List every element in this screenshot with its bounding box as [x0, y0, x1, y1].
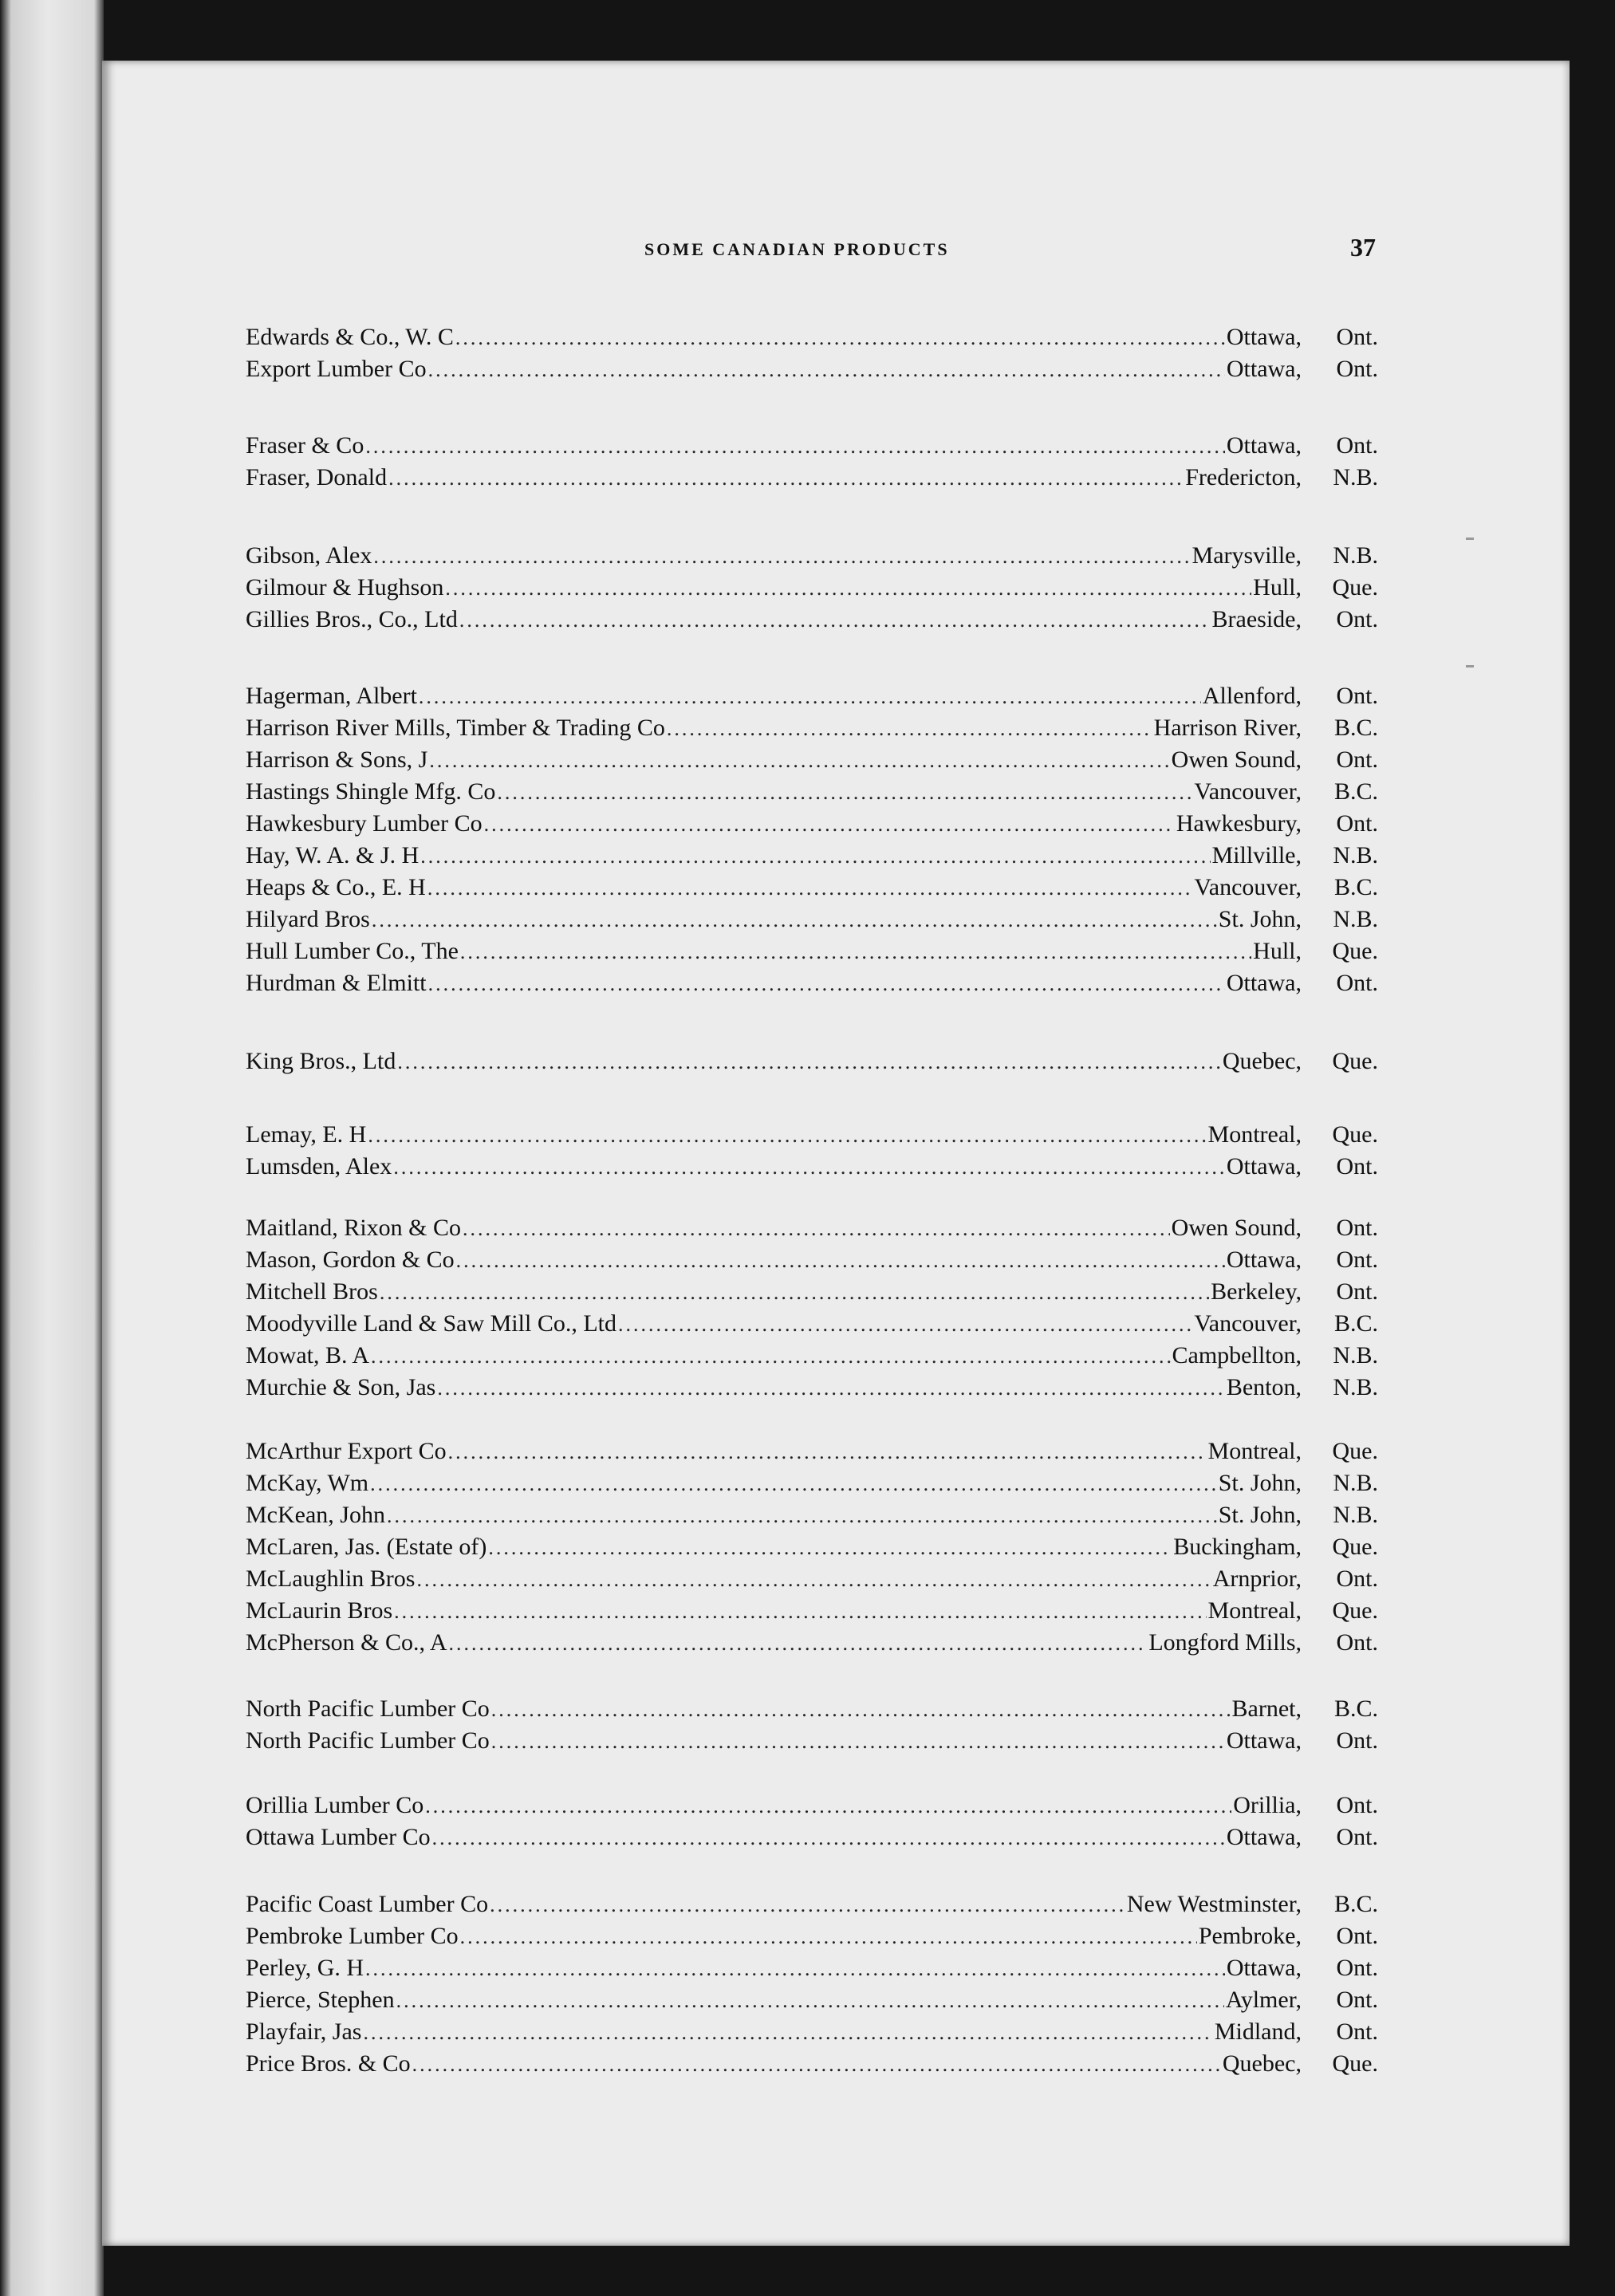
entry-place: Vancouver,: [1194, 778, 1302, 805]
entry-province: Ont.: [1336, 1153, 1378, 1180]
entry-place: Allenford,: [1202, 683, 1302, 709]
entry-name: McLaughlin Bros: [246, 1565, 416, 1592]
entry-name: McLaren, Jas. (Estate of): [246, 1534, 487, 1560]
entry-province: Ont.: [1336, 1923, 1378, 1949]
entry-province: Ont.: [1336, 2018, 1378, 2045]
entry-name: Fraser & Co: [246, 432, 364, 459]
leader-dots: [380, 1281, 1209, 1305]
leader-dots: [491, 1698, 1231, 1722]
directory-entry: [246, 1629, 1378, 1661]
entry-name: Perley, G. H: [246, 1955, 364, 1981]
entry-name: McArthur Export Co: [246, 1438, 447, 1464]
directory-entry: [246, 1727, 1378, 1759]
entry-name: Gilmour & Hughson: [246, 574, 444, 601]
directory-entry: [246, 1374, 1378, 1406]
leader-dots: [371, 1345, 1171, 1369]
entry-province: Ont.: [1336, 606, 1378, 632]
leader-dots: [448, 1440, 1207, 1464]
entry-province: B.C.: [1333, 1695, 1378, 1722]
directory-entry: [246, 2018, 1378, 2050]
entry-place: Montreal,: [1207, 1121, 1302, 1148]
directory-entry: [246, 1215, 1378, 1246]
directory-entry: [246, 1121, 1378, 1153]
entry-province: Ont.: [1336, 746, 1378, 773]
entry-province: B.C.: [1333, 778, 1378, 805]
leader-dots: [363, 2021, 1212, 2045]
leader-dots: [445, 577, 1251, 601]
entry-province: N.B.: [1333, 1502, 1378, 1528]
entry-name: McKay, Wm: [246, 1470, 369, 1496]
entry-place: St. John,: [1218, 1502, 1302, 1528]
entry-name: Pierce, Stephen: [246, 1987, 395, 2013]
entry-province: Que.: [1332, 938, 1378, 964]
leader-dots: [437, 1376, 1225, 1400]
entry-province: Ont.: [1336, 1792, 1378, 1818]
entry-place: Braeside,: [1211, 606, 1302, 632]
leader-dots: [429, 749, 1169, 773]
entry-province: B.C.: [1333, 1310, 1378, 1337]
entry-name: McPherson & Co., A: [246, 1629, 447, 1656]
page-number: 37: [1350, 233, 1376, 262]
leader-dots: [428, 972, 1225, 996]
entry-province: N.B.: [1333, 1374, 1378, 1400]
entry-place: Buckingham,: [1173, 1534, 1302, 1560]
entry-name: King Bros., Ltd: [246, 1048, 396, 1074]
entry-place: Quebec,: [1222, 1048, 1302, 1074]
entry-place: Harrison River,: [1153, 715, 1302, 741]
directory-entry: [246, 1278, 1378, 1310]
entry-name: Hay, W. A. & J. H: [246, 842, 420, 868]
entry-province: Ont.: [1336, 1727, 1378, 1754]
directory-entry: [246, 1597, 1378, 1629]
entry-name: Harrison River Mills, Timber & Trading Co: [246, 715, 665, 741]
leader-dots: [373, 545, 1190, 569]
leader-dots: [449, 1632, 1148, 1656]
entry-name: Edwards & Co., W. C: [246, 324, 454, 350]
entry-name: Hawkesbury Lumber Co: [246, 810, 483, 837]
leader-dots: [396, 1989, 1224, 2013]
leader-dots: [365, 1957, 1225, 1981]
entry-name: Fraser, Donald: [246, 464, 388, 490]
directory-entry: [246, 683, 1378, 715]
entry-place: Campbellton,: [1172, 1342, 1302, 1369]
leader-dots: [372, 908, 1217, 932]
entry-place: Montreal,: [1207, 1438, 1302, 1464]
entry-province: Ont.: [1336, 810, 1378, 837]
directory-entry: [246, 1502, 1378, 1534]
entry-place: Berkeley,: [1211, 1278, 1302, 1305]
entry-province: Que.: [1332, 1534, 1378, 1560]
entry-name: North Pacific Lumber Co: [246, 1727, 490, 1754]
directory-entry: [246, 1824, 1378, 1856]
leader-dots: [463, 1217, 1170, 1241]
entry-name: Lemay, E. H: [246, 1121, 367, 1148]
leader-dots: [387, 1504, 1217, 1528]
directory-entry: [246, 1923, 1378, 1955]
facing-page-edge: [0, 0, 104, 2296]
directory-entry: [246, 1792, 1378, 1824]
leader-dots: [388, 467, 1184, 490]
leader-dots: [370, 1472, 1217, 1496]
entry-name: Ottawa Lumber Co: [246, 1824, 431, 1850]
entry-place: Ottawa,: [1226, 1246, 1302, 1273]
leader-dots: [488, 1536, 1172, 1560]
entry-place: Benton,: [1226, 1374, 1302, 1400]
leader-dots: [368, 1124, 1206, 1148]
entry-province: Que.: [1332, 1048, 1378, 1074]
directory-entry: [246, 746, 1378, 778]
entry-place: Ottawa,: [1226, 356, 1302, 382]
scan-speck: [1466, 538, 1474, 540]
leader-dots: [394, 1600, 1206, 1624]
entry-name: Playfair, Jas: [246, 2018, 362, 2045]
directory-entry: [246, 810, 1378, 842]
entry-province: B.C.: [1333, 715, 1378, 741]
directory-entry: [246, 542, 1378, 574]
entry-place: Quebec,: [1222, 2050, 1302, 2077]
entry-name: Gibson, Alex: [246, 542, 372, 569]
directory-entry: [246, 1048, 1378, 1080]
entry-name: McKean, John: [246, 1502, 385, 1528]
directory-entry: [246, 1153, 1378, 1185]
leader-dots: [428, 358, 1225, 382]
entry-name: Hilyard Bros: [246, 906, 370, 932]
entry-province: Ont.: [1336, 324, 1378, 350]
entry-name: Harrison & Sons, J: [246, 746, 428, 773]
entry-province: Que.: [1332, 1121, 1378, 1148]
scan-speck: [1466, 665, 1474, 668]
entry-name: Heaps & Co., E. H: [246, 874, 426, 900]
entry-place: New Westminster,: [1126, 1891, 1302, 1917]
directory-entry: [246, 356, 1378, 388]
entry-place: Ottawa,: [1226, 1727, 1302, 1754]
entry-place: Vancouver,: [1194, 1310, 1302, 1337]
entry-name: Murchie & Son, Jas: [246, 1374, 436, 1400]
entry-name: North Pacific Lumber Co: [246, 1695, 490, 1722]
directory-entry: [246, 2050, 1378, 2082]
directory-entry: [246, 842, 1378, 874]
entry-place: Marysville,: [1192, 542, 1302, 569]
entry-province: Ont.: [1336, 683, 1378, 709]
leader-dots: [484, 813, 1175, 837]
leader-dots: [365, 435, 1225, 459]
leader-dots: [460, 1925, 1197, 1949]
directory-entry: [246, 1891, 1378, 1923]
entry-place: Ottawa,: [1226, 970, 1302, 996]
entry-place: St. John,: [1218, 906, 1302, 932]
entry-name: Hurdman & Elmitt: [246, 970, 427, 996]
leader-dots: [456, 1249, 1225, 1273]
entry-name: Mason, Gordon & Co: [246, 1246, 455, 1273]
directory-entry: [246, 1438, 1378, 1470]
entry-name: Maitland, Rixon & Co: [246, 1215, 461, 1241]
leader-dots: [667, 717, 1152, 741]
leader-dots: [412, 2053, 1221, 2077]
entry-place: Fredericton,: [1185, 464, 1302, 490]
entry-place: Hawkesbury,: [1176, 810, 1302, 837]
entry-name: Gillies Bros., Co., Ltd: [246, 606, 458, 632]
entry-place: Pembroke,: [1198, 1923, 1302, 1949]
entry-name: Moodyville Land & Saw Mill Co., Ltd: [246, 1310, 616, 1337]
entry-place: Midland,: [1214, 2018, 1302, 2045]
leader-dots: [432, 1826, 1225, 1850]
directory-entry: [246, 324, 1378, 356]
leader-dots: [491, 1730, 1225, 1754]
entry-province: Que.: [1332, 1597, 1378, 1624]
directory-entry: [246, 1695, 1378, 1727]
directory-entry: [246, 1987, 1378, 2018]
directory-entry: [246, 464, 1378, 496]
page-header: [102, 234, 1570, 266]
entry-name: Lumsden, Alex: [246, 1153, 392, 1180]
entry-place: Owen Sound,: [1171, 1215, 1302, 1241]
directory-entry: [246, 715, 1378, 746]
entry-place: Barnet,: [1231, 1695, 1302, 1722]
entry-place: Owen Sound,: [1171, 746, 1302, 773]
entry-name: Export Lumber Co: [246, 356, 427, 382]
entry-province: Que.: [1332, 574, 1378, 601]
directory-entry: [246, 1534, 1378, 1565]
entry-name: Hagerman, Albert: [246, 683, 417, 709]
entry-province: Que.: [1332, 1438, 1378, 1464]
directory-entry: [246, 1310, 1378, 1342]
entry-province: N.B.: [1333, 1342, 1378, 1369]
entry-place: Millville,: [1211, 842, 1302, 868]
entry-province: N.B.: [1333, 464, 1378, 490]
entry-place: Montreal,: [1207, 1597, 1302, 1624]
directory-entry: [246, 874, 1378, 906]
directory-entry: [246, 1955, 1378, 1987]
entry-place: Longford Mills,: [1148, 1629, 1302, 1656]
entry-name: Price Bros. & Co: [246, 2050, 411, 2077]
entry-place: Hull,: [1253, 938, 1302, 964]
directory-entry: [246, 574, 1378, 606]
entry-place: St. John,: [1218, 1470, 1302, 1496]
leader-dots: [490, 1893, 1125, 1917]
entry-place: Hull,: [1253, 574, 1302, 601]
entry-name: Mowat, B. A: [246, 1342, 370, 1369]
leader-dots: [419, 685, 1201, 709]
document-page: [102, 61, 1570, 2246]
entry-province: N.B.: [1333, 542, 1378, 569]
leader-dots: [393, 1156, 1225, 1180]
entry-place: Vancouver,: [1194, 874, 1302, 900]
entry-province: Ont.: [1336, 1629, 1378, 1656]
entry-province: Ont.: [1336, 1987, 1378, 2013]
running-head: SOME CANADIAN PRODUCTS: [644, 239, 950, 259]
entry-name: Hastings Shingle Mfg. Co: [246, 778, 496, 805]
entry-province: Ont.: [1336, 1824, 1378, 1850]
entry-province: Ont.: [1336, 970, 1378, 996]
entry-place: Orillia,: [1233, 1792, 1302, 1818]
entry-name: Pacific Coast Lumber Co: [246, 1891, 489, 1917]
entry-province: B.C.: [1333, 874, 1378, 900]
leader-dots: [459, 608, 1211, 632]
entry-place: Ottawa,: [1226, 1153, 1302, 1180]
directory-entry: [246, 970, 1378, 1002]
entry-province: Que.: [1332, 2050, 1378, 2077]
directory-entry: [246, 1565, 1378, 1597]
entry-place: Aylmer,: [1225, 1987, 1302, 2013]
entry-place: Ottawa,: [1226, 1955, 1302, 1981]
entry-place: Ottawa,: [1226, 432, 1302, 459]
leader-dots: [497, 781, 1192, 805]
directory-entry: [246, 432, 1378, 464]
entry-province: Ont.: [1336, 1246, 1378, 1273]
directory-entry: [246, 1246, 1378, 1278]
entry-province: Ont.: [1336, 1215, 1378, 1241]
entry-province: Ont.: [1336, 1278, 1378, 1305]
leader-dots: [397, 1050, 1221, 1074]
directory-entry: [246, 938, 1378, 970]
entry-province: Ont.: [1336, 1565, 1378, 1592]
leader-dots: [618, 1313, 1192, 1337]
entry-province: Ont.: [1336, 1955, 1378, 1981]
entry-province: N.B.: [1333, 906, 1378, 932]
entry-place: Ottawa,: [1226, 1824, 1302, 1850]
leader-dots: [425, 1794, 1231, 1818]
entry-name: Orillia Lumber Co: [246, 1792, 424, 1818]
leader-dots: [416, 1568, 1211, 1592]
leader-dots: [420, 845, 1210, 868]
entry-province: N.B.: [1333, 1470, 1378, 1496]
entry-province: N.B.: [1333, 842, 1378, 868]
entry-place: Ottawa,: [1226, 324, 1302, 350]
directory-entry: [246, 606, 1378, 638]
directory-entry: [246, 1470, 1378, 1502]
entry-name: Hull Lumber Co., The: [246, 938, 459, 964]
entry-province: Ont.: [1336, 356, 1378, 382]
directory-entry: [246, 1342, 1378, 1374]
entry-province: B.C.: [1333, 1891, 1378, 1917]
entry-province: Ont.: [1336, 432, 1378, 459]
directory-entry: [246, 778, 1378, 810]
entry-name: Mitchell Bros: [246, 1278, 378, 1305]
leader-dots: [427, 876, 1193, 900]
entry-place: Arnprior,: [1212, 1565, 1302, 1592]
entry-name: Pembroke Lumber Co: [246, 1923, 459, 1949]
leader-dots: [455, 326, 1225, 350]
leader-dots: [460, 940, 1251, 964]
directory-entry: [246, 906, 1378, 938]
entry-name: McLaurin Bros: [246, 1597, 393, 1624]
